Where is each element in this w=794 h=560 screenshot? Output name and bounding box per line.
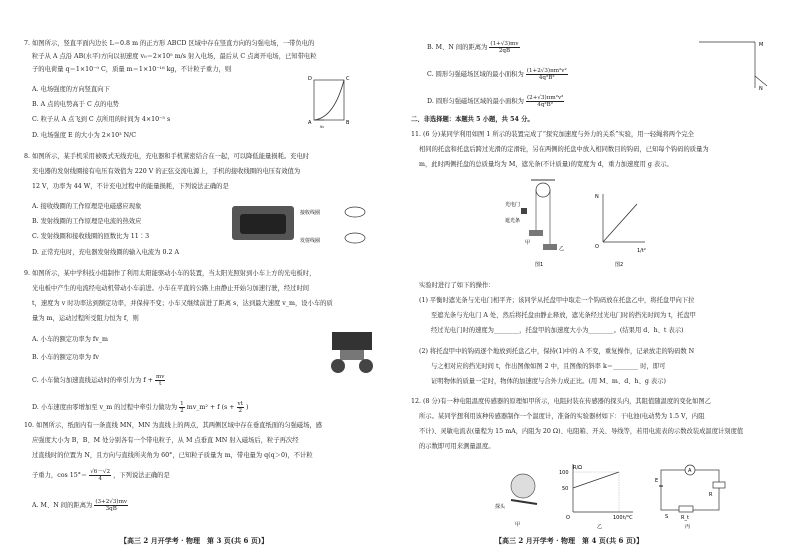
fraction: $\frac{mv}{t}$ [155,374,165,387]
wheel [331,359,345,373]
tick-label: 100 [559,470,569,476]
probe-coil [511,474,535,498]
q8-option-d: D. 正常充电时，充电器发射线圈的输入电流为 0.2 A [32,249,180,256]
trajectory-curve [314,80,344,120]
origin-label: O [566,515,570,521]
q8-text: 12 V，功率为 44 W，不计充电过程中的能量损耗，下列说法正确的是 [32,183,229,190]
figure-caption: 丙 [685,524,691,530]
fraction: $\frac{(1+√3)mv}{2qB}$ [490,41,519,54]
q12-text: 12. (8 分)有一种电阻温度传感器的原理如甲所示，电阻封装在传感器的探头内，其阻值随温度的变化如图乙 [411,398,711,405]
q7-text: 7. 如图所示，竖直平面内边长 L＝0.8 m 的正方形 ABCD 区域中存在竖直方向的匀强电场，一带负电的 [24,40,315,47]
wireless-charger-photo [232,206,294,240]
square-region [314,80,344,120]
receive-coil-label: 接收线圈 [300,210,321,216]
switch-label: S [665,514,669,520]
fraction: $\frac{vt}{2}$ [237,401,243,414]
data-line [603,204,637,242]
q11-text: 11. (6 分)某同学利用如图 1 所示的装置完成了“探究加速度与外力的关系”实验，用一轻绳将两个完全 [411,131,694,138]
page-footer: 【高三 2 月开学考 · 物理 第 4 页(共 6 页)】 [495,536,644,545]
exit-direction [755,76,767,86]
tray-jia-label: 甲 [525,240,531,246]
fraction: $\frac{1}{2}$ [180,401,184,414]
circuit-figure [655,462,727,532]
wheel [359,359,373,373]
phone-shape [240,214,286,234]
probe-label: 探头 [495,504,506,510]
tick-label: 50 [562,486,569,492]
q8-option-a: A. 接收线圈的工作原理是电磁感应现象 [32,203,142,210]
probe-figure [493,462,549,532]
sensor-label: R_t [681,515,689,521]
q10-text: 子重力，cos 15°＝ $\frac{√6-√2}{4}$ ，下列说法正确的是 [32,469,170,482]
fraction: $\frac{\text{(1+2√3)πm²v²}}{\text{4q²B²}}$ [526,68,567,81]
photogate [521,208,527,214]
fraction: $\frac{\text{(2+√3)πm²v²}}{\text{4q²B²}}$ [527,95,564,108]
q10-option-c: C. 圆形匀强磁场区域的最小面积为 $\frac{\text{(1+2√3)πm²v²}}{\text{4q²B²}}$ [427,68,567,81]
q12-text: 不计)、灵敏电流表(量程为 15 mA，内阻为 20 Ω)、电阻箱、开关、导线等，若用电流表的示数改装成温度计刻度值 [419,428,744,435]
car-body [340,350,364,360]
page-footer: 【高三 2 月开学考 · 物理 第 3 页(共 6 页)】 [120,536,269,545]
q9-option-d: D. 小车速度由零增加至 v_m 的过程中牵引力做功为 $\frac{1}{2}$ mv_m² + f (s + $\frac{vt}{2}$ ) [32,401,249,414]
q7-option-d: D. 电场强度 E 的大小为 2×10³ N/C [32,132,137,139]
q10-text: 过直线时的位置为 N，且方向与直线所夹角为 60°，已知粒子质量为 m，带电量为 q(q＞0)，不计粒 [32,452,313,459]
figure-caption: 乙 [597,524,603,530]
q10-option-b: B. M、N 间的距离为 $\frac{(1+√3)mv}{2qB}$ [427,41,519,54]
resistance-graph [557,462,639,532]
resistor-box [713,482,725,488]
point-label-b: B [346,120,350,126]
fraction: $\frac{√6-√2}{4}$ [90,469,111,482]
q11-part-1: (1) 平衡时遮光条与光电门相平齐；该同学从托盘甲中取走一个钩码放在托盘乙中，将托盘甲向下拉 [419,297,695,304]
section-heading: 二、非选择题：本题共 5 小题，共 54 分。 [411,116,534,123]
tick-label: 100 [613,515,623,521]
x-axis-label: 1/t² [637,248,646,254]
q10-option-a: A. M、N 间的距离为 $\frac{(3+2√3)mv}{3qB}$ [32,499,128,512]
q11-text: 实验时进行了如下的操作： [419,282,495,289]
q10-option-d: D. 圆形匀强磁场区域的最小面积为 $\frac{\text{(2+√3)πm²v²}}{\text{4q²B²}}$ [427,95,564,108]
q11-part-1: 经过光电门时的速度为________，托盘甲的加速度大小为________。(结果用 d、h、t 表示) [431,327,684,334]
point-label-d: D [308,76,312,82]
battery-label: E [655,478,659,484]
photogate-label: 光电门 [505,202,521,208]
point-label-m: M [759,42,764,48]
fraction: $\frac{(3+2√3)mv}{3qB}$ [95,499,128,512]
q7-option-b: B. A 点的电势高于 C 点的电势 [32,101,119,108]
q9-option-c-text: C. 小车做匀加速直线运动时的牵引力为 f + [32,377,153,384]
velocity-label: v₀ [320,124,324,129]
q7-text: 粒子从 A 点沿 AB(水平)方向以初速度 v₀＝2×10⁵ m/s 射入电场，最后从 C 点离开电场，已知带电粒 [32,53,317,60]
q8-option-c: C. 发射线圈和接收线圈的匝数比为 11∶3 [32,233,150,240]
q11-text: 相同的托盘和托盘后跨过光滑的定滑轮，另在两侧的托盘中放入相同数目的钩码，已知每个钩码的质量为 [419,146,709,153]
receive-coil [345,207,365,217]
q9-text: 9. 如图所示，某中学科技小组制作了利用太阳能驱动小车的装置，当太阳光照射到小车上方的光电板时， [24,270,316,277]
point-label-c: C [346,76,350,82]
q11-part-2: 与之相对应的挡光时间 t，作出图像如图 2 中，且图像的斜率 k＝________ 时，即可 [431,363,666,370]
q8-text: 8. 如图所示，某手机采用被吸式无线充电，充电器和手机紧密结合在一起，可以降低能量损耗。充电时 [24,153,310,160]
q10-text: 应强度大小为 B，B、M 处分别各有一个带电粒子，从 M 点垂直 MN 射入磁场后，粒子再次经 [32,437,299,444]
transmit-coil-label: 发射线圈 [300,238,321,244]
circuit-loop [661,470,719,510]
page-4 [397,0,794,560]
q12-text: 的示数即可用来测量温度。 [419,443,495,450]
q12-text: 所示。某同学想利用该种传感器制作一个温度计，准备的实验器材如下：干电池(电动势为 1.5 V，内阻 [419,413,705,420]
q7-text: 子的电荷量 q＝1×10⁻⁹ C，质量 m＝1×10⁻¹⁶ kg，不计粒子重力，则 [32,66,232,73]
y-axis-label: R/Ω [573,465,582,471]
q11-part-2: (2) 将托盘甲中的钩码逐个地放到托盘乙中，保持(1)中的 A 不变，重复操作，记录放走的钩码数 N [419,348,695,355]
tray-jia [529,230,543,236]
solar-car-figure [326,328,378,376]
q7-option-c: C. 粒子从 A 点飞到 C 点所用的时间为 4×10⁻⁵ s [32,116,171,123]
origin-label: O [595,244,599,250]
q10-line-figure [697,36,777,92]
data-line [573,472,619,488]
q10-text: 10. 如图所示，纸面内有一条直线 MN，MN 为直线上的两点，其两侧区域中存在垂直纸面的匀强磁场，感 [24,422,323,429]
figure-caption: 图1 [535,262,544,268]
q9-option-b: B. 小车的额定功率为 fv [32,354,99,361]
point-label-a: A [308,120,312,126]
tray-yi [543,244,557,250]
sensor-resistor [679,506,693,512]
q11-text: m，此时两侧托盘的总质量均为 M，遮光条(不计质量)的宽度为 d，重力加速度用 g 表示。 [419,161,673,168]
figure-caption: 图2 [615,262,624,268]
figure-caption: 甲 [515,522,521,528]
q7-option-a: A. 电场强度的方向竖直向下 [32,86,110,93]
transmit-coil [345,233,365,243]
q8-option-b: B. 发射线圈的工作原理是电流的热效应 [32,218,142,225]
probe-rod [511,500,537,504]
x-axis-label: t/°C [623,515,633,521]
y-axis-label: N [595,194,599,200]
coil-figure [300,202,380,250]
q11-part-2: 证明物体的质量一定时，物体的加速度与合外力成正比。(用 M、m、d、h、g 表示) [431,378,666,385]
tray-yi-label: 乙 [559,246,565,252]
strip-label: 遮光条 [505,218,521,224]
solar-panel [332,332,372,350]
q9-text: 量为 m，运动过程所受阻力恒为 f，则 [32,315,139,322]
q9-text: 光电板中产生的电流经电动机带动小车前进。小车在平直的公路上由静止开始匀加速行驶，经过时间 [32,285,310,292]
q8-text: 充电器的发射线圈接有电压有效值为 220 V 的正弦交流电源上，手机的接收线圈的电压有效值为 [32,168,301,175]
q9-option-a: A. 小车的额定功率为 fv_m [32,336,108,343]
q9-text: t，速度为 v 时功率达到额定功率，并保持不变；小车又继续前进了距离 s，达到最大速度 v_m，设小车的质 [32,300,333,307]
pulley-figure [505,178,575,270]
q9-option-c [32,374,165,387]
ammeter-label: A [688,468,692,474]
graph-figure [593,190,653,270]
point-label-n: N [759,86,763,92]
resistor-label: R [709,492,713,498]
q11-part-1: 至遮光条与光电门 A 处，然后将托盘由静止释放，遮光条经过光电门时的挡光时间为 t，托盘甲 [431,312,696,319]
q7-field-figure [306,72,352,130]
pulley-wheel [536,183,550,197]
